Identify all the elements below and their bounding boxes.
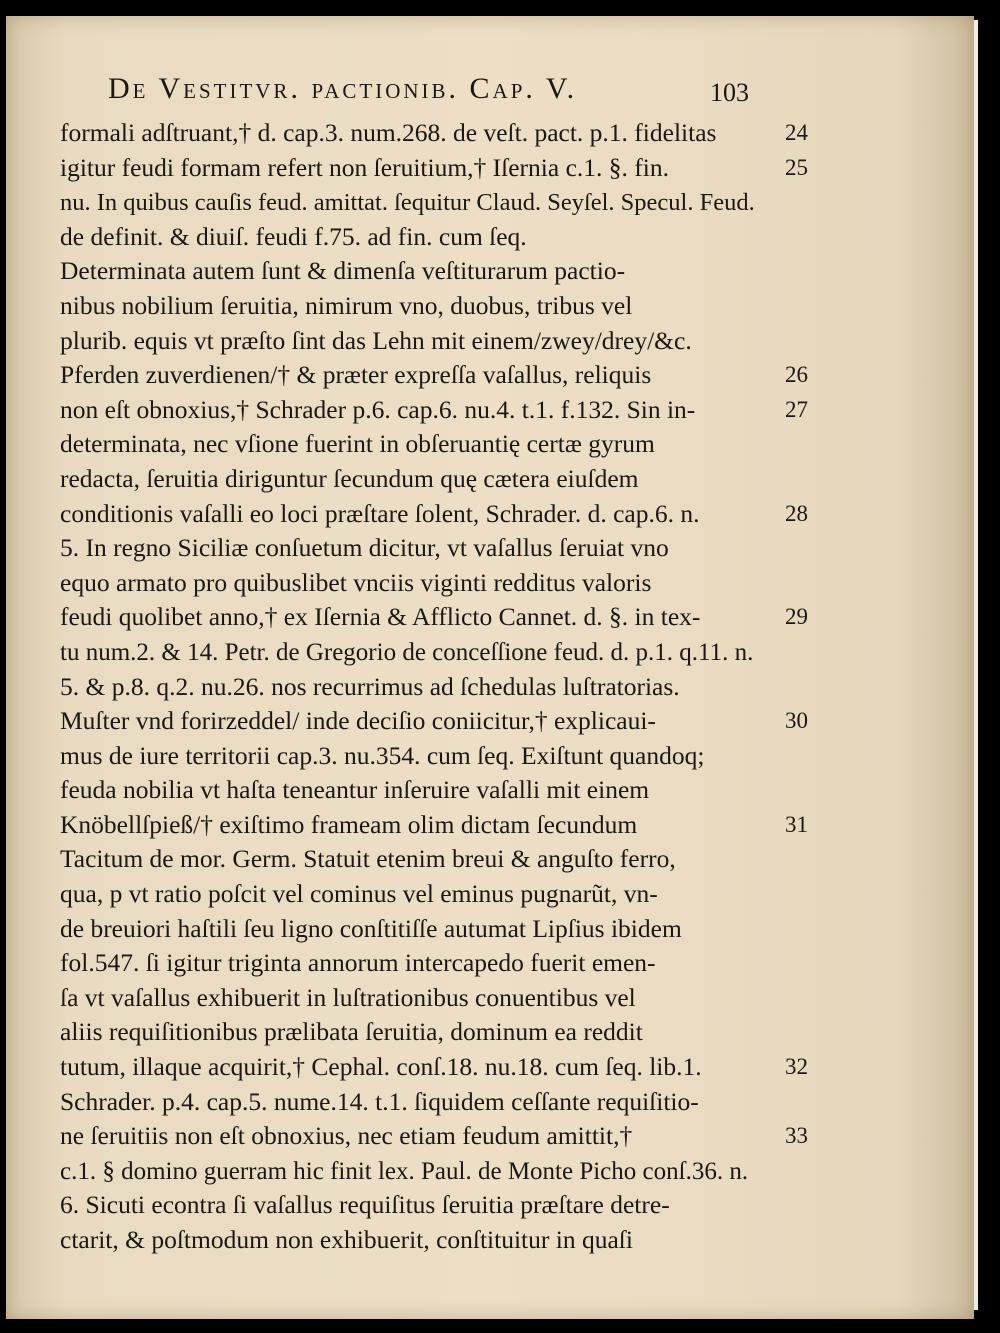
text-line <box>60 566 760 601</box>
text-line <box>60 1119 808 1154</box>
margin-note-number: 24 <box>785 120 808 145</box>
line-text: Knöbellſpieß/† exiſtimo frameam olim dictam ſecundum <box>60 809 638 839</box>
text-line <box>60 1085 760 1120</box>
line-text: feuda nobilia vt haſta teneantur inſeruire vaſalli mit einem <box>60 775 650 805</box>
text-body <box>60 116 808 1258</box>
line-text: 5. In regno Siciliæ conſuetum dicitur, vt vaſallus ſeruiat vno <box>60 533 669 563</box>
line-text: 5. & p.8. q.2. nu.26. nos recurrimus ad ſchedulas luſtratorias. <box>60 671 680 701</box>
text-line <box>60 289 760 324</box>
text-line <box>60 1015 760 1050</box>
line-text: Determinata autem ſunt & dimenſa veſtiturarum pactio- <box>60 256 626 286</box>
margin-note-number: 28 <box>785 500 808 526</box>
text-line <box>60 393 808 428</box>
margin-note-number: 31 <box>785 811 808 837</box>
text-line <box>60 739 760 774</box>
margin-note-number: 29 <box>785 604 808 630</box>
line-text: ctarit, & poſtmodum non exhibuerit, conſtituitur in quaſi <box>60 1225 633 1254</box>
text-line <box>60 773 760 808</box>
text-line <box>60 600 808 635</box>
text-line <box>60 254 760 289</box>
line-text: tutum, illaque acquirit,† Cephal. conſ.18. nu.18. cum ſeq. lib.1. <box>60 1052 702 1082</box>
line-text: 6. Sicuti econtra ſi vaſallus requiſitus ſeruitia præſtare detre- <box>60 1190 670 1220</box>
text-line <box>60 151 808 186</box>
text-line <box>60 497 808 532</box>
line-text: de breuiori haſtili ſeu ligno conſtitiſſe autumat Lipſius ibidem <box>60 913 682 943</box>
text-line <box>60 877 760 912</box>
text-line <box>60 946 760 981</box>
line-text: mus de iure territorii cap.3. nu.354. cum ſeq. Exiſtunt quandoq; <box>60 740 705 770</box>
line-text: determinata, nec vſione fuerint in obſeruantię certæ gyrum <box>60 429 655 459</box>
line-text: ſa vt vaſallus exhibuerit in luſtrationibus conuentibus vel <box>60 982 636 1012</box>
line-text: plurib. equis vt præſto ſint das Lehn mit einem/zwey/drey/&c. <box>60 325 692 355</box>
running-header <box>108 72 768 112</box>
line-text: nu. In quibus cauſis feud. amittat. ſequitur Claud. Seyſel. Specul. Feud. <box>60 189 755 217</box>
margin-note-number: 25 <box>785 154 808 180</box>
line-text: Muſter vnd forirzeddel/ inde deciſio coniicitur,† explicaui- <box>60 706 656 736</box>
text-line <box>60 358 808 393</box>
text-line <box>60 1154 760 1189</box>
page-edge <box>974 20 978 1310</box>
line-text: formali adſtruant,† d. cap.3. num.268. de veſt. pact. p.1. fidelitas <box>60 118 717 147</box>
text-line <box>60 185 760 220</box>
text-line <box>60 427 760 462</box>
margin-note-number: 27 <box>785 396 808 422</box>
margin-note-number: 26 <box>785 362 808 388</box>
line-text: non eſt obnoxius,† Schrader p.6. cap.6. nu.4. t.1. f.132. Sin in- <box>60 394 696 424</box>
line-text: c.1. § domino guerram hic finit lex. Paul. de Monte Picho conſ.36. n. <box>60 1157 749 1185</box>
line-text: nibus nobilium ſeruitia, nimirum vno, duobus, tribus vel <box>60 290 633 320</box>
header-title: De Vestitvr. pactionib. Cap. V. <box>108 72 578 105</box>
text-line <box>60 670 760 705</box>
line-text: igitur feudi formam refert non ſeruitium,† Iſernia c.1. §. fin. <box>60 152 669 182</box>
text-line <box>60 220 760 255</box>
text-line <box>60 324 760 359</box>
text-line <box>60 531 760 566</box>
text-line <box>60 1223 760 1258</box>
margin-note-number: 30 <box>785 708 808 734</box>
text-line <box>60 842 760 877</box>
margin-note-number: 32 <box>785 1054 808 1080</box>
line-text: Tacitum de mor. Germ. Statuit etenim breui & anguſto ferro, <box>60 844 676 874</box>
line-text: conditionis vaſalli eo loci præſtare ſolent, Schrader. d. cap.6. n. <box>60 498 700 528</box>
line-text: aliis requiſitionibus prælibata ſeruitia, dominum ea reddit <box>60 1017 643 1047</box>
text-line <box>60 116 808 151</box>
margin-note-number: 33 <box>785 1123 808 1149</box>
line-text: redacta, ſeruitia diriguntur ſecundum quę cætera eiuſdem <box>60 463 639 493</box>
text-line <box>60 704 808 739</box>
text-line <box>60 1050 808 1085</box>
text-line <box>60 635 760 670</box>
text-line <box>60 808 808 843</box>
line-text: fol.547. ſi igitur triginta annorum intercapedo fuerit emen- <box>60 948 656 978</box>
line-text: ne ſeruitiis non eſt obnoxius, nec etiam feudum amittit,† <box>60 1121 633 1151</box>
line-text: qua, p vt ratio poſcit vel cominus vel eminus pugnarũt, vn- <box>60 879 658 909</box>
page-number: 103 <box>710 78 749 107</box>
text-line <box>60 981 760 1016</box>
line-text: feudi quolibet anno,† ex Iſernia & Afflicto Cannet. d. §. in tex- <box>60 602 701 632</box>
line-text: equo armato pro quibuslibet vnciis viginti redditus valoris <box>60 567 652 597</box>
text-line <box>60 912 760 947</box>
line-text: Schrader. p.4. cap.5. nume.14. t.1. ſiquidem ceſſante requiſitio- <box>60 1086 699 1116</box>
text-line <box>60 1188 760 1223</box>
line-text: tu num.2. & 14. Petr. de Gregorio de conceſſione feud. d. p.1. q.11. n. <box>60 638 754 666</box>
line-text: de definit. & diuiſ. feudi f.75. ad fin. cum ſeq. <box>60 221 527 251</box>
text-line <box>60 462 760 497</box>
line-text: Pferden zuverdienen/† & præter expreſſa vaſallus, reliquis <box>60 360 652 390</box>
